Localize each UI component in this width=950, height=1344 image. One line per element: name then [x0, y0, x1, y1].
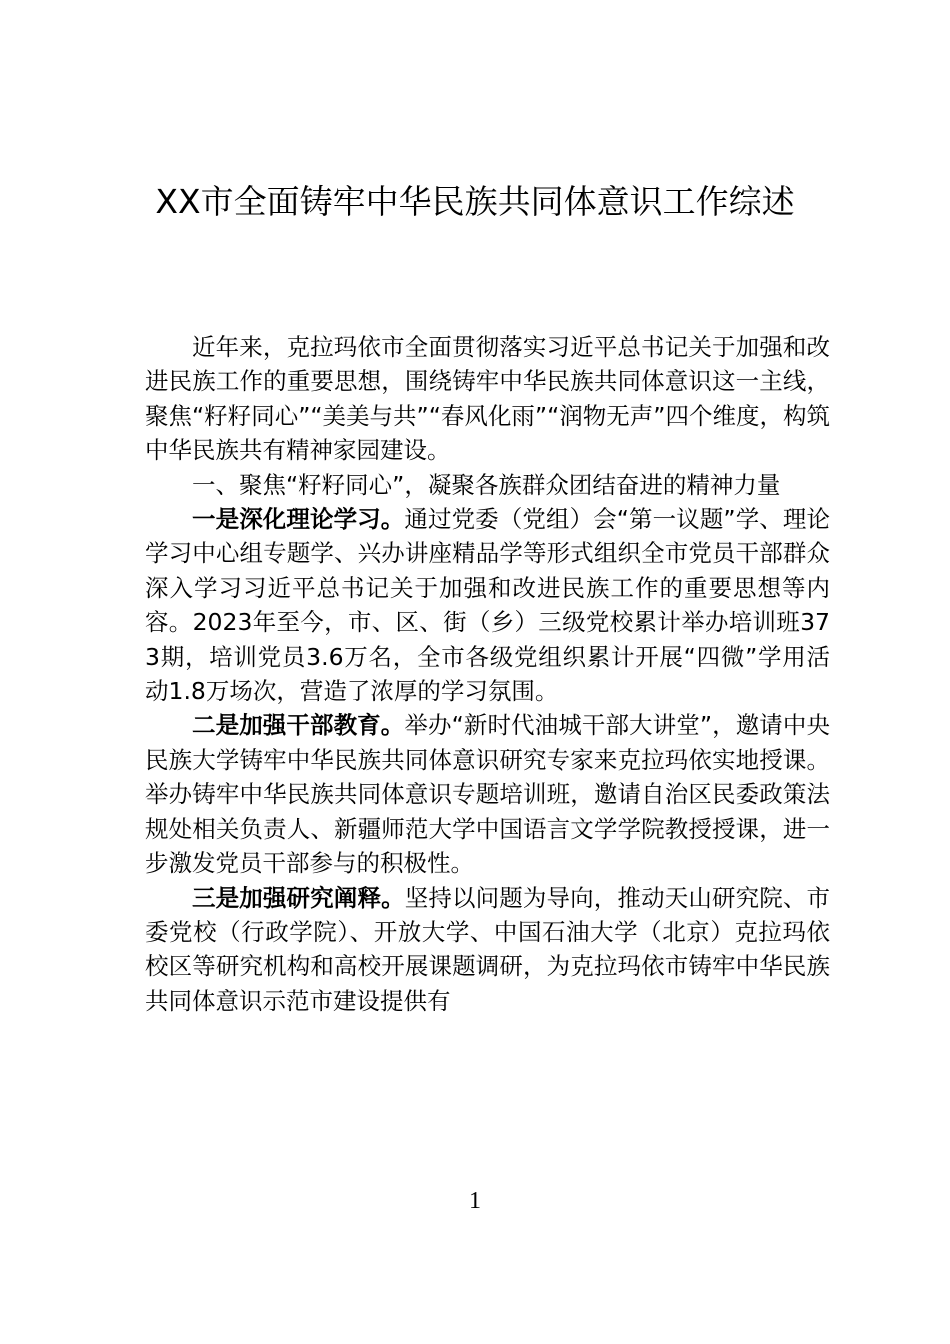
lead-text: 一是深化理论学习。 — [192, 505, 405, 534]
intro-paragraph: 近年来，克拉玛依市全面贯彻落实习近平总书记关于加强和改进民族工作的重要思想，围绕铸牢中华民族共同体意识这一主线，聚焦“籽籽同心”“美美与共”“春风化雨”“润物无声”四个维度，构筑中华民族共有精神家园建设。 — [145, 333, 830, 465]
paragraph-text: 坚持以问题为导向，推动天山研究院、市委党校（行政学院）、开放大学、中国石油大学（北京）克拉玛依校区等研究机构和高校开展课题调研，为克拉玛依市铸牢中华民族共同体意识示范市建设提供有 — [145, 883, 831, 1015]
lead-text: 三是加强研究阐释。 — [192, 883, 405, 912]
page-number: 1 — [469, 1188, 481, 1214]
paragraph-theory-study — [145, 502, 830, 708]
paragraph-text: 通过党委（党组）会“第一议题”学、理论学习中心组专题学、兴办讲座精品学等形式组织全市党员干部群众深入学习习近平总书记关于加强和改进民族工作的重要思想等内容。2023年至今，市、区、街（乡）三级党校累计举办培训班373期，培训党员3.6万名，全市各级党组织累计开展“四微”学用活动1.8万场次，营造了浓厚的学习氛围。 — [145, 505, 830, 706]
document-body — [145, 330, 830, 1018]
section-heading: 一、聚焦“籽籽同心”，凝聚各族群众团结奋进的精神力量 — [192, 470, 781, 499]
paragraph-research — [145, 881, 830, 1019]
lead-text: 二是加强干部教育。 — [192, 711, 405, 740]
paragraph-text: 举办“新时代油城干部大讲堂”，邀请中央民族大学铸牢中华民族共同体意识研究专家来克拉玛依实地授课。举办铸牢中华民族共同体意识专题培训班，邀请自治区民委政策法规处相关负责人、新疆师范大学中国语言文学学院教授授课，进一步激发党员干部参与的积极性。 — [145, 711, 830, 878]
paragraph-cadre-education — [145, 708, 830, 880]
document-title: XX市全面铸牢中华民族共同体意识工作综述 — [155, 182, 795, 221]
